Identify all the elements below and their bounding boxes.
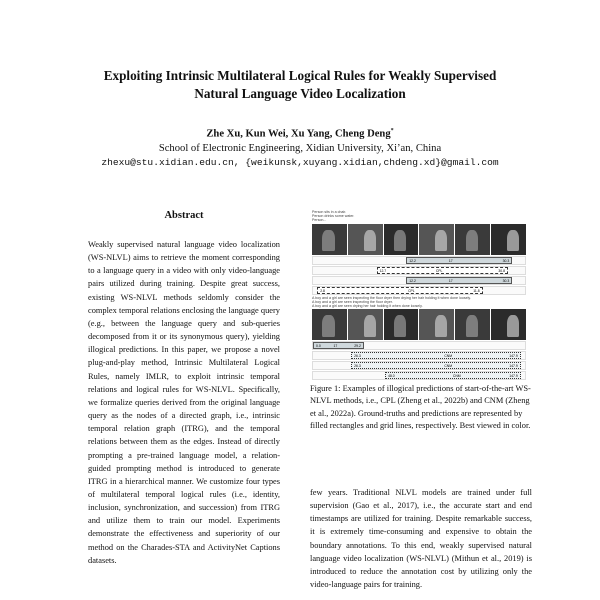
timeline-track	[312, 351, 526, 360]
query-line: A boy and a girl are seen drying her hair holding it when done loosely.	[312, 304, 423, 309]
video-frame	[384, 224, 419, 255]
query-line: Person...	[312, 218, 327, 223]
prediction-segment: 2.8 CPL 11.8	[317, 287, 482, 294]
video-frame	[419, 309, 454, 340]
timeline-track	[312, 276, 526, 285]
video-frame	[491, 224, 526, 255]
ground-truth-segment: 12.2 17 30.3	[406, 257, 512, 264]
abstract-body	[88, 238, 280, 567]
title-line-1: Exploiting Intrinsic Multilateral Logical Rules for Weakly Supervised	[103, 68, 497, 83]
prediction-segment: 48.0 CNM 147.9	[385, 372, 521, 379]
author-names: Zhe Xu, Kun Wei, Xu Yang, Cheng Deng	[206, 128, 391, 140]
video-frame	[348, 309, 383, 340]
video-frame	[384, 309, 419, 340]
paper-title	[40, 67, 560, 103]
intro-body-text	[310, 486, 532, 591]
timeline-track	[312, 361, 526, 370]
query-line: Person sits in a chair.	[312, 210, 347, 214]
timeline-track	[312, 266, 526, 275]
author-block	[40, 124, 560, 170]
abstract-heading: Abstract	[164, 210, 204, 221]
figure-top-queries	[312, 210, 526, 223]
prediction-segment: 26.3 CNM 147.9	[351, 352, 521, 359]
query-line: Person drinks some water.	[312, 214, 355, 219]
paragraph: few years. Traditional NLVL models are trained under full supervision (Gao et al., 2017), i.e., the accurate start and end timestamps are utilized for training. Despite remarkable success, it is extremely time-consuming and expensive to obtain the boundary annotations. To this end, weakly supervised natural language video localization (WS-NLVL) (Mithun et al., 2019) is introduced to reduce the annotation cost by utilizing only the video-language pairs for training.	[310, 488, 532, 590]
corresponding-author-mark: *	[390, 128, 394, 134]
figure-caption: Figure 1: Examples of illogical predictions of start-of-the-art WS-NLVL methods, i.e., CPL (Zheng et al., 2022b) and CNM (Zheng et al., 2022a). Ground-truths and predictions are represented by filled rectangles and grid lines, respectively. Best viewed in color.	[310, 384, 531, 431]
video-frames-top	[312, 224, 526, 255]
figure-mid-queries	[312, 296, 526, 309]
ground-truth-segment: 12.2 17 30.3	[406, 277, 512, 284]
timeline-track	[312, 286, 526, 295]
ground-truth-segment: 0.0 17 29.2	[313, 342, 364, 349]
video-frame	[419, 224, 454, 255]
prediction-segment: 12.7 CPL 30.8	[377, 267, 508, 274]
timeline-track	[312, 341, 526, 350]
video-frame	[455, 309, 490, 340]
author-emails: zhexu@stu.xidian.edu.cn, {weikunsk,xuyang.xidian,chdeng.xd}@gmail.com	[101, 156, 499, 168]
abstract-text: Weakly supervised natural language video localization (WS-NLVL) aims to retrieve the moment corresponding to a language query in a video with only video-language pairs utilized during training. Despite great success, existing WS-NLVL methods seldomly consider the complex temporal relations enclosing the language query (e.g., between the language query and sub-queries decomposed from it or its synonymous query), yielding illogical predictions. In this paper, we propose a novel plug-and-play method, Intrinsic Multilateral Logical Rules, namely IMLR, to exploit intrinsic temporal relations and logical rules for WS-NLVL. Specifically, we formalize queries derived from the original language query as the nodes of a directed graph, i.e., intrinsic temporal relation graph (ITRG), and the temporal relations between them as the edges. Instead of directly prompting a pre-trained language model, a relation-guided prompting method is introduced to generate ITRG in a hierarchical manner. We customize four types of multilateral temporal logical rules (i.e., identity, inclusion, synchronization, and succession) from ITRG and utilize them to train our model. Experiments demonstrate the effectiveness and superiority of our method on the Charades-STA and ActivityNet Captions datasets.	[88, 240, 280, 565]
query-line: A boy and a girl are seen inspecting the floor dryer.	[312, 299, 393, 304]
timeline-track	[312, 256, 526, 265]
timeline-track	[312, 371, 526, 380]
prediction-segment: 26.3 CNM 147.9	[351, 362, 521, 369]
title-line-2: Natural Language Video Localization	[194, 86, 406, 101]
video-frame	[455, 224, 490, 255]
video-frame	[491, 309, 526, 340]
video-frame	[312, 224, 347, 255]
figure-1	[312, 210, 526, 379]
video-frame	[348, 224, 383, 255]
video-frames-bottom	[312, 309, 526, 340]
video-frame	[312, 309, 347, 340]
query-line: A boy and a girl are seen inspecting the floor dryer then drying her hair holding it when done loosely.	[312, 295, 471, 300]
affiliation: School of Electronic Engineering, Xidian University, Xi’an, China	[158, 142, 442, 154]
